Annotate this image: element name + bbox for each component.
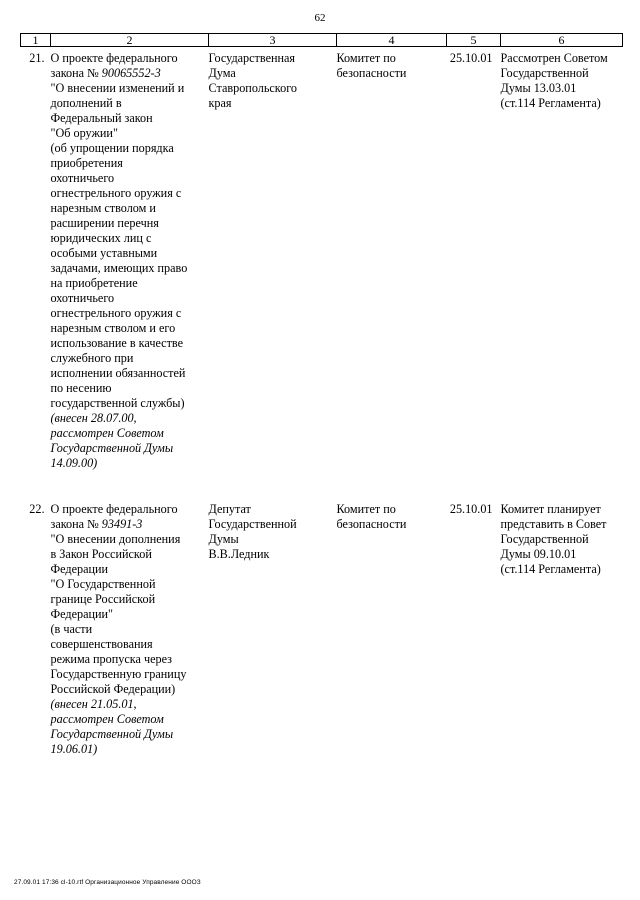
bill-author (209, 47, 337, 502)
bill-note-line: (внесен 21.05.01, (50, 696, 137, 711)
document-footer: 27.09.01 17:36 cl-10.rtf Организационное Управление ОООЗ (14, 879, 201, 886)
bill-number-prefix: закона № (50, 516, 102, 531)
row-number: 21. (29, 51, 45, 65)
author-line: Государственной (208, 516, 297, 531)
bill-number-line (51, 517, 209, 532)
bill-note-line: (внесен 28.07.00, (50, 411, 137, 425)
bill-title-line: Федеральный закон (50, 111, 153, 125)
bill-title-line: огнестрельного оружия с (50, 186, 182, 200)
status-line: Думы 09.10.01 (500, 546, 577, 561)
committee-line: безопасности (336, 516, 407, 531)
committee-line: безопасности (336, 66, 407, 80)
bill-title-line: охотничьего (50, 171, 115, 185)
bill-number: 90065552-3 (101, 66, 161, 80)
author-line: Государственная (208, 51, 296, 65)
bill-title-line: режима пропуска через (50, 651, 172, 666)
bill-note-line: рассмотрен Советом (50, 426, 164, 440)
bill-committee (337, 47, 447, 502)
bill-number-prefix: закона № (50, 66, 102, 80)
row-number: 22. (29, 501, 45, 516)
bill-title-line: Федерации" (50, 606, 114, 621)
column-header-6: 6 (501, 34, 623, 47)
bill-title-line: приобретения (50, 156, 123, 170)
status-line: Думы 13.03.01 (500, 81, 577, 95)
bill-title-line: по несению (50, 381, 112, 395)
column-header-5: 5 (447, 34, 501, 47)
author-line: Депутат (208, 501, 251, 516)
bill-title-line: границе Российской (50, 591, 156, 606)
bill-title-line: государственной службы) (50, 396, 185, 410)
bill-status (501, 47, 623, 502)
bill-title-line: задачами, имеющих право (50, 261, 188, 275)
author-line: Ставропольского (208, 81, 297, 95)
bill-title (51, 502, 209, 757)
page-number: 62 (314, 12, 326, 24)
bill-committee (337, 502, 447, 757)
bill-date: 25.10.01 (449, 501, 493, 516)
bill-title-line: "О Государственной (50, 576, 156, 591)
bill-note-line: рассмотрен Советом (50, 711, 164, 726)
bill-title-line: огнестрельного оружия с (50, 306, 182, 320)
status-line: Государственной (500, 531, 589, 546)
status-line: представить в Совет (500, 516, 607, 531)
status-line: (ст.114 Регламента) (500, 96, 601, 110)
status-line: (ст.114 Регламента) (500, 561, 601, 576)
bill-title-line: служебного при (50, 351, 134, 365)
status-line: Комитет планирует (500, 501, 601, 516)
table-row (21, 47, 623, 502)
bill-title-line: совершенствования (50, 636, 153, 651)
bill-title-line: дополнений в (50, 96, 122, 110)
status-line: Рассмотрен Советом (500, 51, 608, 65)
bill-number: 93491-3 (101, 516, 143, 531)
bill-note-line: 14.09.00) (50, 456, 98, 470)
bill-note-line: Государственной Думы (50, 441, 174, 455)
bill-title-line: "Об оружии" (50, 126, 118, 140)
bill-status (501, 502, 623, 757)
bill-title-line: охотничьего (50, 291, 115, 305)
bill-note-line: 19.06.01) (50, 741, 98, 756)
author-line: Дума (208, 66, 236, 80)
committee-line: Комитет по (336, 501, 396, 516)
bill-number-line (51, 66, 209, 81)
bill-title-line: (об упрощении порядка (50, 141, 174, 155)
bill-title (51, 47, 209, 502)
header-row (21, 34, 623, 47)
bill-title-line: в Закон Российской (50, 546, 152, 561)
committee-line: Комитет по (336, 51, 396, 65)
column-header-2: 2 (51, 34, 209, 47)
bill-title-line: "О внесении дополнения (50, 531, 181, 546)
author-line: края (208, 96, 232, 110)
bill-title-line: О проекте федерального (50, 51, 178, 65)
bill-title-line: расширении перечня (50, 216, 159, 230)
bill-title-line: (в части (50, 621, 93, 636)
bill-title-line: на приобретение (50, 276, 138, 290)
bill-title-line: исполнении обязанностей (50, 366, 186, 380)
bill-title-line: юридических лиц с (50, 231, 152, 245)
bill-title-line: Федерации (50, 561, 109, 576)
column-header-1: 1 (21, 34, 51, 47)
bill-author (209, 502, 337, 757)
author-line: Думы (208, 531, 239, 546)
author-line: В.В.Ледник (208, 546, 270, 561)
bill-title-line: О проекте федерального (50, 501, 178, 516)
column-header-4: 4 (337, 34, 447, 47)
bill-title-line: использование в качестве (50, 336, 183, 350)
column-header-3: 3 (209, 34, 337, 47)
bill-title-line: Российской Федерации) (50, 681, 176, 696)
bill-title-line: особыми уставными (50, 246, 158, 260)
bill-date: 25.10.01 (449, 51, 493, 65)
bill-title-line: нарезным стволом и его (50, 321, 176, 335)
bill-note-line: Государственной Думы (50, 726, 174, 741)
bills-table (20, 33, 623, 757)
bill-title-line: нарезным стволом и (50, 201, 156, 215)
status-line: Государственной (500, 66, 589, 80)
table-row (21, 502, 623, 757)
bill-title-line: Государственную границу (50, 666, 187, 681)
bill-title-line: "О внесении изменений и (50, 81, 185, 95)
